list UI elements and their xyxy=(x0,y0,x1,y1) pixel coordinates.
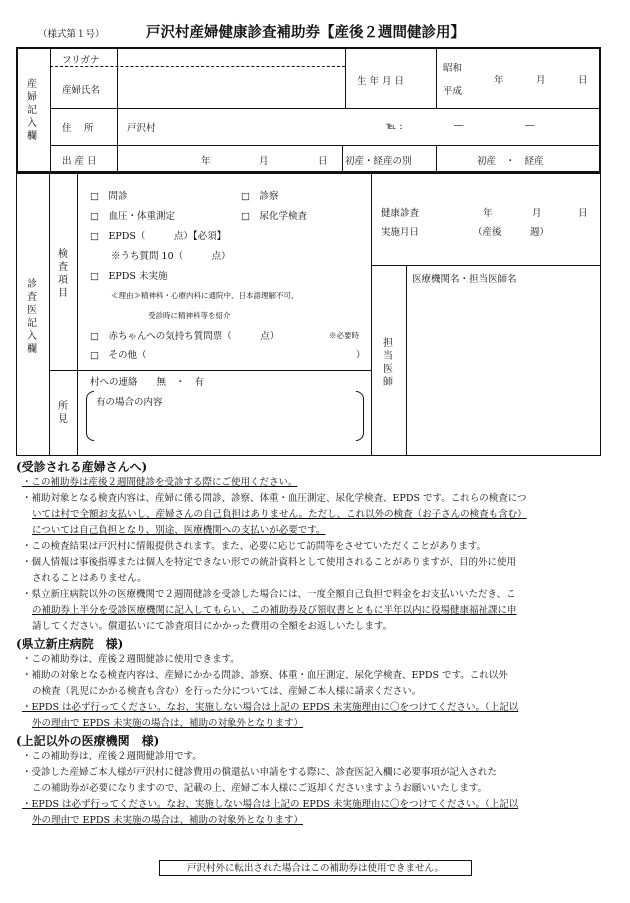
note-m5c: 請してください。償還払いにて診査項目にかかった費用の全額をお返しいたします。 xyxy=(32,621,393,632)
item-urine[interactable]: □ 尿化学検査 xyxy=(241,211,307,222)
item-exam[interactable]: □ 診察 xyxy=(241,191,279,202)
note-m1: ・この補助券は産後２週間健診を受診する際にご使用ください。 xyxy=(22,477,298,488)
item-epds-q10[interactable]: ※うち質問 10（ 点） xyxy=(111,251,231,262)
note-s1: ・この補助券は、産後２週間健診に使用できます。 xyxy=(22,654,240,665)
address-value[interactable]: 戸沢村 xyxy=(127,123,156,134)
birth-month: 月 xyxy=(536,75,546,86)
date-label-2: 実施月日 xyxy=(381,227,420,238)
birth-day: 日 xyxy=(578,75,588,86)
items-label: 検査項目 xyxy=(58,249,68,299)
exam-year: 年 xyxy=(483,208,493,219)
note-s3a: ・EPDS は必ず行ってください。なお、実施しない場合は上記の EPDS 未実施理由に〇をつけてください。（上記以 xyxy=(22,702,519,713)
item-epds-not[interactable]: □ EPDS 未実施 xyxy=(90,271,168,282)
other-heading: (上記以外の医療機関 様) xyxy=(16,734,160,748)
baby-note: ※必要時 xyxy=(329,331,359,340)
delivery-month: 月 xyxy=(259,156,269,167)
note-s3b: 外の理由で EPDS 未実施の場合は、補助の対象外となります） xyxy=(32,718,303,729)
item-other[interactable]: □ その他（ xyxy=(90,350,147,361)
shinjo-heading: (県立新庄病院 様) xyxy=(16,637,124,651)
form-number: （様式第１号） xyxy=(38,29,105,40)
exam-month: 月 xyxy=(532,208,542,219)
note-s2b: の検査（乳児にかかる検査も含む）を行った分については、産婦ご本人様に請求ください。 xyxy=(32,686,422,697)
note-m5b: の補助券上半分を受診医療機関に記入してもらい、この補助券及び領収書とともに半年以内に役場健康福祉課に申 xyxy=(32,605,517,616)
doctor-label: 担当医師 xyxy=(383,338,393,388)
clinic-label: 医療機関名・担当医師名 xyxy=(412,274,517,285)
furigana-label: フリガナ xyxy=(62,55,100,66)
note-m2a: ・補助対象となる検査内容は、産婦に係る問診、診察、体重・血圧測定、尿化学検査、EPDS です。これらの検査につ xyxy=(22,493,527,504)
mothers-heading: (受診される産婦さんへ) xyxy=(16,460,148,474)
address-label: 住 所 xyxy=(62,123,94,134)
delivery-day: 日 xyxy=(318,156,328,167)
page-title: 戸沢村産婦健康診査補助券【産後２週間健診用】 xyxy=(146,24,465,41)
note-m4a: ・個人情報は事後指導または個人を特定できない形での統計資料として使用されることがありますが、目的外に使用 xyxy=(22,557,517,568)
era-heisei: 平成 xyxy=(443,86,463,97)
notes xyxy=(16,458,612,829)
name-label: 産婦氏名 xyxy=(62,85,101,96)
note-o2b: この補助券が必要になりますので、記載の上、産婦ご本人様にご返却くださいますようお願いいたします。 xyxy=(32,783,488,794)
findings-label: 所見 xyxy=(58,401,68,425)
village-contact[interactable]: 村への連絡 無 ・ 有 xyxy=(90,377,205,388)
item-other-close: ） xyxy=(356,350,366,361)
tel-dash-1: ― xyxy=(454,120,464,131)
if-yes-label: 有の場合の内容 xyxy=(96,397,163,408)
birth-label: 生 年 月 日 xyxy=(357,76,405,87)
note-o1: ・この補助券は、産後２週間健診用です。 xyxy=(22,751,202,762)
delivery-year: 年 xyxy=(201,156,211,167)
bracket-left xyxy=(86,391,94,441)
mother-side-label: 産婦記入欄 xyxy=(27,79,37,142)
footer-notice: 戸沢村外に転出された場合はこの補助券は使用できません。 xyxy=(159,860,472,876)
bracket-right xyxy=(356,391,364,441)
exam-side-label: 診査医記入欄 xyxy=(27,279,37,355)
parity-label: 初産・経産の別 xyxy=(345,156,412,167)
note-m3: ・この検査結果は戸沢村に情報提供されます。また、必要に応じて訪問等をさせていただくことがあります。 xyxy=(22,541,486,552)
date-label-1: 健康診査 xyxy=(381,208,420,219)
name-field[interactable] xyxy=(120,68,342,106)
item-epds[interactable]: □ EPDS（ 点）【必須】 xyxy=(90,231,227,242)
postpartum-weeks: （産後 週） xyxy=(473,227,550,238)
era-showa: 昭和 xyxy=(443,63,463,74)
note-s2a: ・補助の対象となる検査内容は、産婦にかかる問診、診察、体重・血圧測定、尿化学検査、EPDS です。これ以外 xyxy=(22,670,508,681)
item-interview[interactable]: □ 問診 xyxy=(90,191,128,202)
note-o3a: ・EPDS は必ず行ってください。なお、実施しない場合は上記の EPDS 未実施理由に〇をつけてください。（上記以 xyxy=(22,799,519,810)
item-bp-weight[interactable]: □ 血圧・体重測定 xyxy=(90,211,175,222)
epds-reason-1: ≪理由≫精神科・心療内科に通院中、日本語理解不可、 xyxy=(111,291,299,300)
note-m4b: されることはありません。 xyxy=(32,573,147,584)
exam-day: 日 xyxy=(578,208,588,219)
note-m2b: いては村で全額お支払いし、産婦さんの自己負担はありません。ただし、これ以外の検査（お子さんの検査も含む） xyxy=(32,509,527,520)
epds-reason-2: 受診時に精神科等を紹介 xyxy=(148,311,231,320)
note-o2a: ・受診した産婦ご本人様が戸沢村に健診費用の償還払い申請をする際に、診査医記入欄に必要事項が記入された xyxy=(22,767,498,778)
birth-year: 年 xyxy=(494,75,504,86)
parity-value[interactable]: 初産 ・ 経産 xyxy=(477,156,544,167)
note-m5a: ・県立新庄病院以外の医療機関で２週間健診を受診した場合には、一度全額自己負担で料金をお支払いいただき、こ xyxy=(22,589,516,600)
tel-dash-2: ― xyxy=(525,120,535,131)
note-o3b: 外の理由で EPDS 未実施の場合は、補助の対象外となります） xyxy=(32,815,303,826)
tel-label: ℡ : xyxy=(386,121,403,132)
delivery-label: 出 産 日 xyxy=(62,156,97,167)
note-m2c: については自己負担となり、別途、医療機関への支払いが必要です。 xyxy=(32,525,326,536)
item-baby[interactable]: □ 赤ちゃんへの気持ち質問票（ 点） xyxy=(90,331,280,342)
